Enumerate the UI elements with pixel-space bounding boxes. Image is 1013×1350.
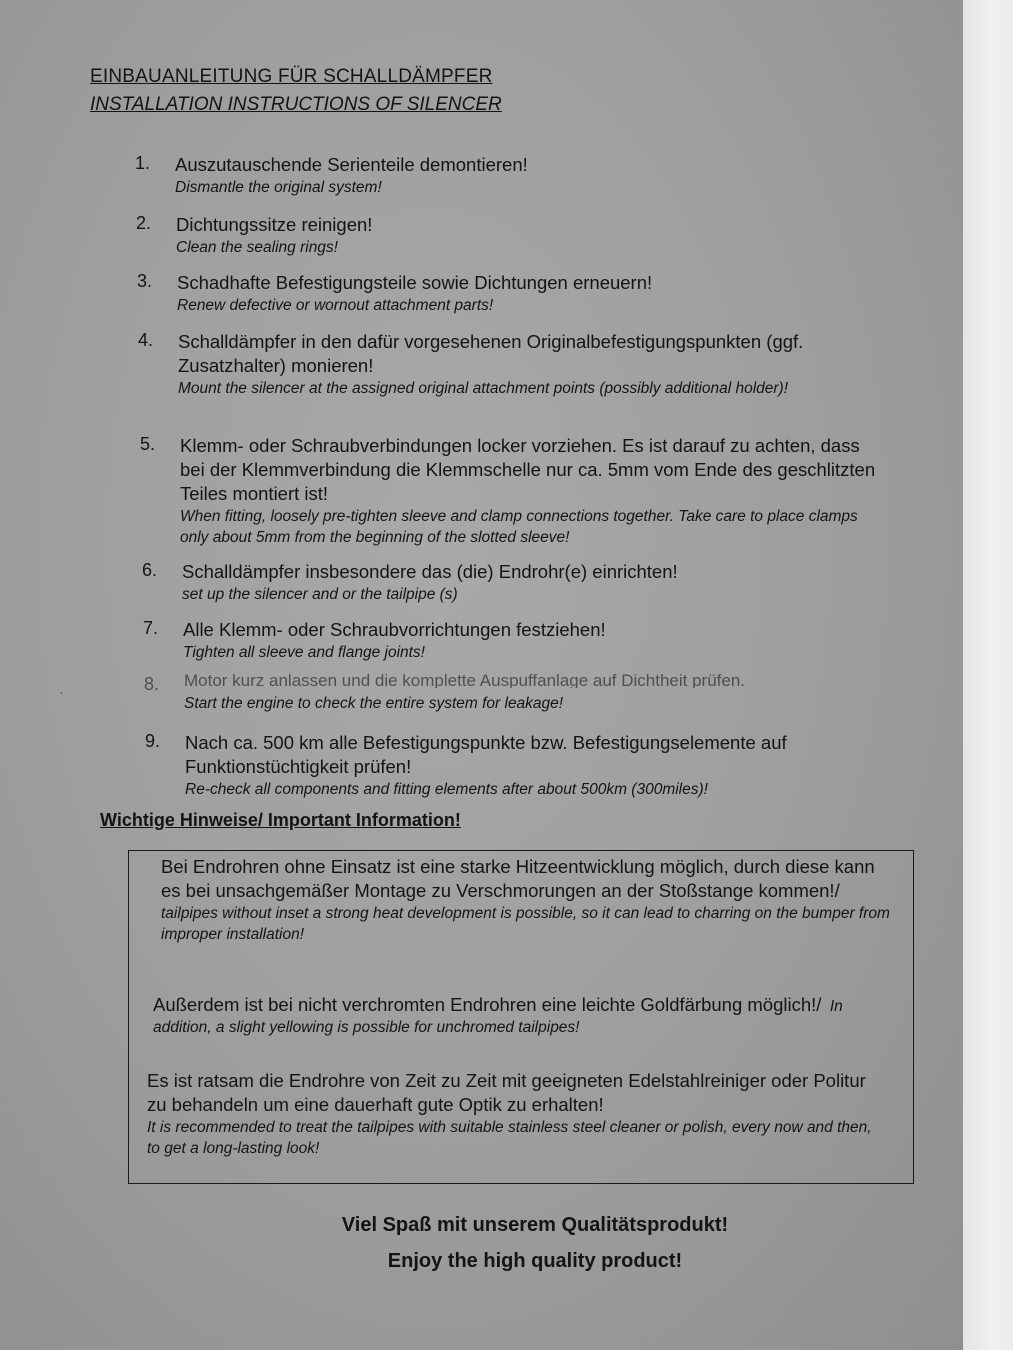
step-number: 4. [138, 330, 154, 350]
step-text-de: Auszutauschende Serienteile demontieren! [175, 154, 528, 175]
step-number: 3. [137, 271, 153, 291]
step-text-de: Klemm- oder Schraubverbindungen locker vorziehen. Es ist darauf zu achten, dass bei der Klemmverbindung die Klemmschelle nur ca. 5mm vom Ende des geschlitzten Teiles montiert ist! [180, 435, 876, 504]
step-number: 2. [136, 213, 152, 233]
info-text-de: Außerdem ist bei nicht verchromten Endrohren eine leichte Goldfärbung möglich!/ [153, 994, 822, 1015]
info-text-en: In addition, a slight yellowing is possible for unchromed tailpipes! [153, 998, 843, 1036]
step-text-de: Schalldämpfer insbesondere das (die) Endrohr(e) einrichten! [182, 561, 678, 582]
step-text-en: Dismantle the original system! [175, 179, 382, 196]
step-number: 1. [135, 153, 151, 173]
step-text-en: Start the engine to check the entire system for leakage! [184, 695, 564, 712]
info-text-de: Bei Endrohren ohne Einsatz ist eine starke Hitzeentwicklung möglich, durch diese kann es bei unsachgemäßer Montage zu Verschmorungen an der Stoßstange kommen!/ [161, 856, 875, 901]
step-text-de: Dichtungssitze reinigen! [176, 214, 373, 235]
step-text-en: Re-check all components and fitting elements after about 500km (300miles)! [185, 781, 708, 798]
step-text-en: Clean the sealing rings! [176, 239, 338, 256]
step-text-de: Motor kurz anlassen und die komplette Auspuffanlage auf Dichtheit prüfen. [184, 674, 746, 688]
info-paragraph-1 [161, 855, 891, 945]
important-heading: Wichtige Hinweise/ Important Information! [100, 810, 461, 830]
step-text-en: Tighten all sleeve and flange joints! [183, 644, 425, 661]
info-text-de: Es ist ratsam die Endrohre von Zeit zu Zeit mit geeigneten Edelstahlreiniger oder Politur zu behandeln um eine dauerhaft gute Optik zu erhalten! [147, 1070, 866, 1115]
info-text-en: It is recommended to treat the tailpipes with suitable stainless steel cleaner or polish, every now and then, to get a long-lasting look! [147, 1119, 872, 1157]
info-text-en: tailpipes without inset a strong heat development is possible, so it can lead to charring on the bumper from improper installation! [161, 905, 890, 943]
step-number: 9. [145, 731, 161, 751]
step-number: 6. [142, 560, 158, 580]
background-surface [963, 0, 1013, 1350]
step-text-de: Schalldämpfer in den dafür vorgesehenen Originalbefestigungspunkten (ggf. Zusatzhalter) monieren! [178, 331, 804, 376]
margin-mark: ˙ [60, 690, 64, 704]
step-text-en: set up the silencer and or the tailpipe (s) [182, 586, 458, 603]
closing-german: Viel Spaß mit unserem Qualitätsprodukt! [341, 1214, 729, 1236]
step-text-en: Renew defective or wornout attachment parts! [177, 297, 494, 314]
step-text-en: When fitting, loosely pre-tighten sleeve and clamp connections together. Take care to place clamps only about 5mm from the beginning of the slotted sleeve! [180, 508, 858, 546]
title-english: INSTALLATION INSTRUCTIONS OF SILENCER [90, 94, 502, 115]
title-german: EINBAUANLEITUNG FÜR SCHALLDÄMPFER [90, 66, 493, 87]
step-number: 5. [140, 434, 156, 454]
important-info-box [128, 850, 914, 1184]
closing-english: Enjoy the high quality product! [387, 1250, 683, 1272]
step-number: 7. [143, 618, 159, 638]
step-text-de: Alle Klemm- oder Schraubvorrichtungen festziehen! [183, 619, 606, 640]
info-paragraph-2 [153, 993, 843, 1038]
step-number: 8. [144, 674, 160, 694]
step-text-de: Schadhafte Befestigungsteile sowie Dichtungen erneuern! [177, 272, 653, 293]
step-text-de: Nach ca. 500 km alle Befestigungspunkte bzw. Befestigungselemente auf Funktionstüchtigkeit prüfen! [185, 732, 787, 777]
step-text-en: Mount the silencer at the assigned original attachment points (possibly additional holder)! [178, 380, 789, 397]
info-paragraph-3 [147, 1069, 877, 1159]
